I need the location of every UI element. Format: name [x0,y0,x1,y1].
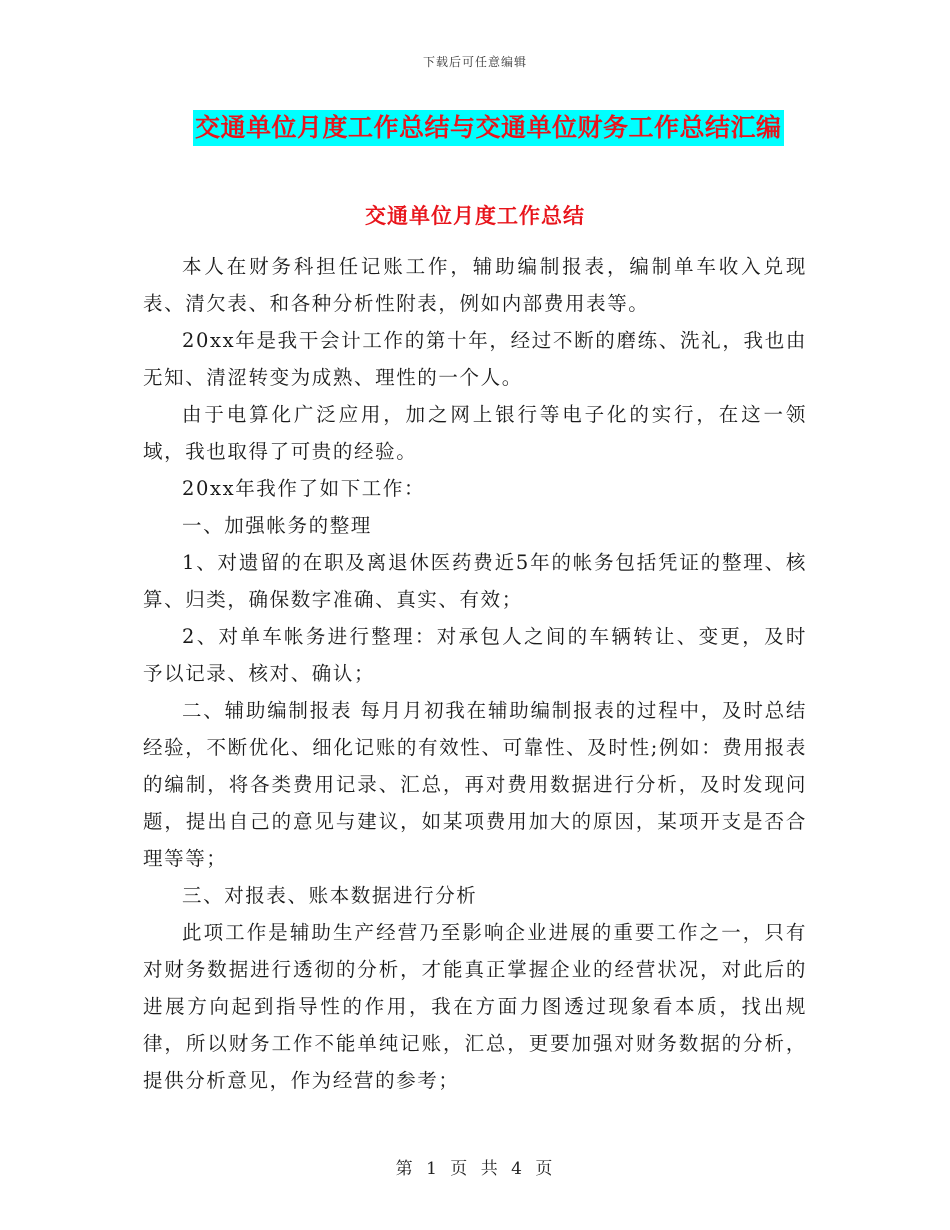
paragraph: 1、对遗留的在职及离退休医药费近5年的帐务包括凭证的整理、核算、归类，确保数字准确、真实、有效； [143,551,807,611]
page-number-footer: 第 1 页 共 4 页 [395,1159,555,1179]
section-title: 交通单位月度工作总结 [365,204,585,228]
paragraph: 20xx年是我干会计工作的第十年，经过不断的磨练、洗礼，我也由无知、清涩转变为成熟、理性的一个人。 [143,329,807,389]
paragraph-heading: 一、加强帐务的整理 [182,514,372,537]
header-note: 下载后可任意编辑 [422,55,527,69]
paragraph-heading: 三、对报表、账本数据进行分析 [182,884,478,907]
main-title-block [193,110,784,146]
paragraph: 由于电算化广泛应用，加之网上银行等电子化的实行，在这一领域，我也取得了可贵的经验。 [143,403,807,463]
paragraph: 2、对单车帐务进行整理：对承包人之间的车辆转让、变更，及时予以记录、核对、确认； [143,625,807,685]
paragraph: 二、辅助编制报表 每月月初我在辅助编制报表的过程中，及时总结经验，不断优化、细化记账的有效性、可靠性、及时性;例如：费用报表的编制，将各类费用记录、汇总，再对费用数据进行分析，及时发现问题，提出自己的意见与建议，如某项费用加大的原因，某项开支是否合理等等； [143,699,807,870]
paragraph: 本人在财务科担任记账工作，辅助编制报表，编制单车收入兑现表、清欠表、和各种分析性附表，例如内部费用表等。 [143,255,807,315]
paragraph: 此项工作是辅助生产经营乃至影响企业进展的重要工作之一，只有对财务数据进行透彻的分析，才能真正掌握企业的经营状况，对此后的进展方向起到指导性的作用，我在方面力图透过现象看本质，找出规律，所以财务工作不能单纯记账，汇总，更要加强对财务数据的分析，提供分析意见，作为经营的参考； [143,921,807,1092]
paragraph: 20xx年我作了如下工作： [182,477,426,500]
document-body [143,248,807,1099]
main-title: 交通单位月度工作总结与交通单位财务工作总结汇编 [193,110,784,146]
